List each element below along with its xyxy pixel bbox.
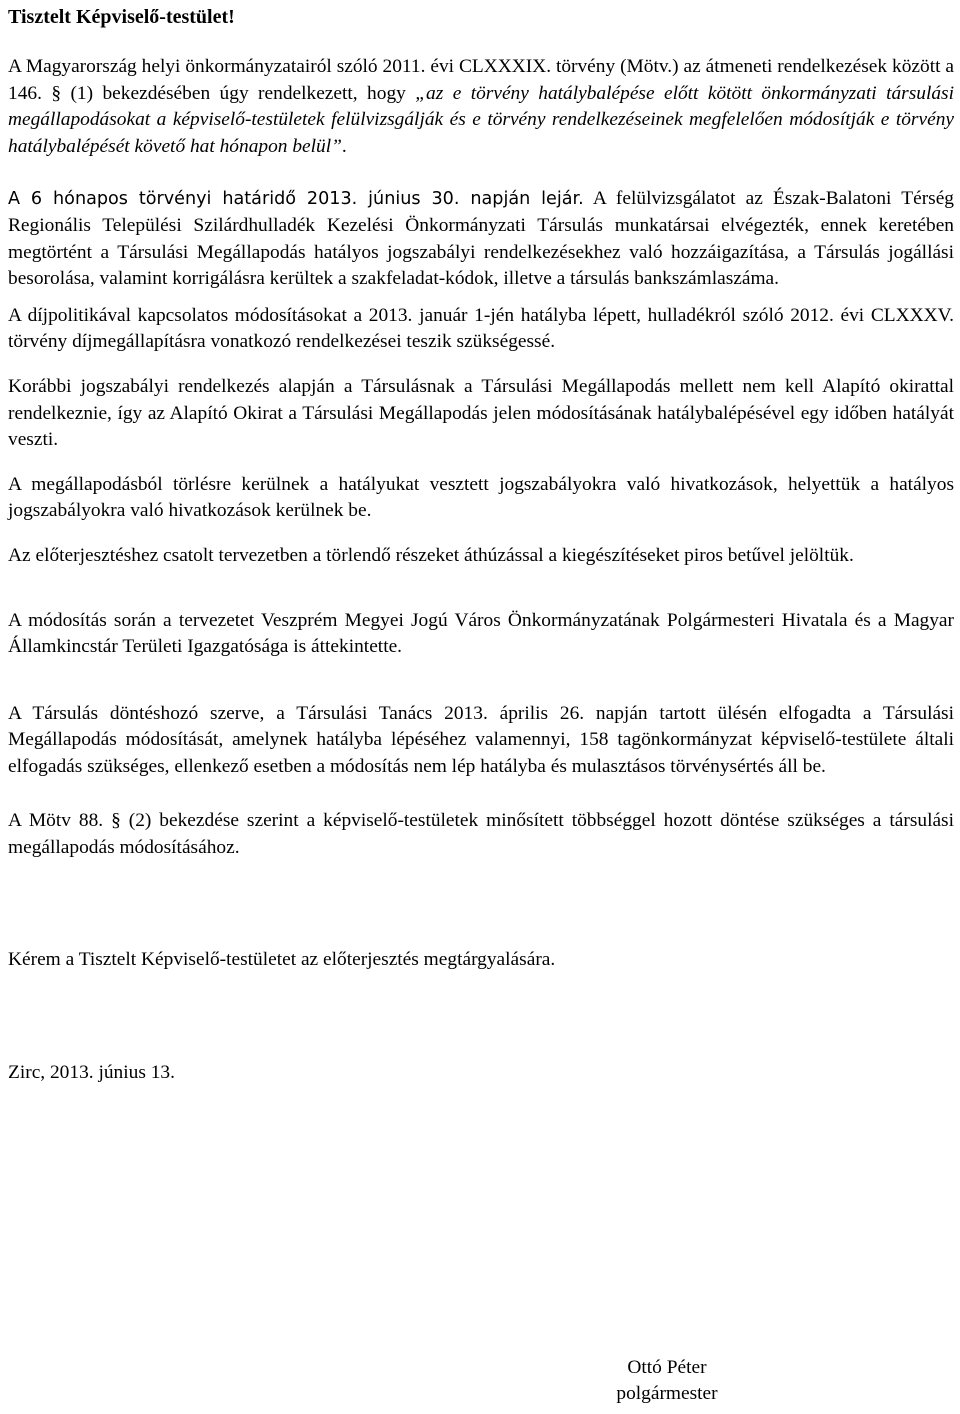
charter-paragraph: Korábbi jogszabályi rendelkezés alapján a Társulásnak a Társulási Megállapodás mellett nem kell Alapító okirattal rendelkeznie, így az Alapító Okirat a Társulási Megállapodás jelen módosításának hatálybalépésével egy időben hatályát veszti.: [8, 375, 954, 451]
law-paragraph: [8, 54, 954, 160]
decision-paragraph: A Társulás döntéshozó szerve, a Társulási Tanács 2013. április 26. napján tartott ülésén elfogadta a Társulási Megállapodás módosítását, amelynek hatályba lépéséhez valamennyi, 158 tagönkormányzat képviselő-testülete általi elfogadás szükséges, ellenkező esetben a módosítás nem lép hatályba és mulasztásos törvénysértés áll be.: [8, 702, 954, 777]
law-intro-text: A Magyarország helyi önkormányzatairól szóló 2011. évi CLXXXIX. törvény (Mötv.) az átmeneti rendelkezések között a 146. § (1) bekezdésében úgy rendelkezett, hogy: [8, 56, 954, 104]
place-date: Zirc, 2013. június 13.: [8, 1062, 175, 1084]
signature-block: [600, 1355, 734, 1407]
signatory-name: Ottó Péter: [627, 1357, 707, 1378]
request-paragraph: Kérem a Tisztelt Képviselő-testületet az előterjesztés megtárgyalására.: [8, 948, 556, 970]
salutation-heading: Tisztelt Képviselő-testület!: [8, 6, 235, 28]
law-end-text: .: [341, 135, 347, 157]
draft-paragraph: Az előterjesztéshez csatolt tervezetben a törlendő részeket áthúzással a kiegészítéseket piros betűvel jelöltük.: [8, 544, 854, 566]
review-paragraph: A módosítás során a tervezetet Veszprém Megyei Jogú Város Önkormányzatának Polgármesteri Hivatala és a Magyar Államkincstár Területi Igazgatósága is áttekintette.: [8, 609, 954, 658]
signatory-title: polgármester: [616, 1383, 718, 1404]
fee-paragraph: A díjpolitikával kapcsolatos módosításokat a 2013. január 1-jén hatályba lépett, hulladékról szóló 2012. évi CLXXXV. törvény díjmegállapításra vonatkozó rendelkezései teszik szükségessé.: [8, 304, 954, 353]
motv-paragraph: A Mötv 88. § (2) bekezdése szerint a képviselő-testületek minősített többséggel hozott döntése szükséges a társulási megállapodás módosításához.: [8, 810, 954, 859]
references-paragraph: A megállapodásból törlésre kerülnek a hatályukat vesztett jogszabályokra való hivatkozások, helyettük a hatályos jogszabályokra való hivatkozások kerülnek be.: [8, 473, 954, 522]
deadline-review-paragraph: [8, 186, 954, 292]
law-quote-text: „az e törvény hatálybalépése előtt kötött önkormányzati társulási megállapodásokat a képviselő-testületek felülvizsgálják és e törvény rendelkezéseinek megfelelően módosítják e törvény hatálybalépését követő hat hónapon belül”: [8, 82, 954, 157]
review-sentence: A felülvizsgálatot az Észak-Balatoni Térség Regionális Települési Szilárdhulladék Kezelési Önkormányzati Társulás munkatársai elvégezték, ennek keretében megtörtént a Társulási Megállapodás hatályos jogszabályi rendelkezésekhez való hozzáigazítása, a Társulás jogállási besorolása, valamint korrigálásra kerültek a szakfeladat-kódok, illetve a társulás bankszámlaszáma.: [8, 188, 954, 290]
deadline-sentence: A 6 hónapos törvényi határidő 2013. június 30. napján lejár.: [8, 189, 584, 210]
document-body: [8, 0, 954, 1087]
